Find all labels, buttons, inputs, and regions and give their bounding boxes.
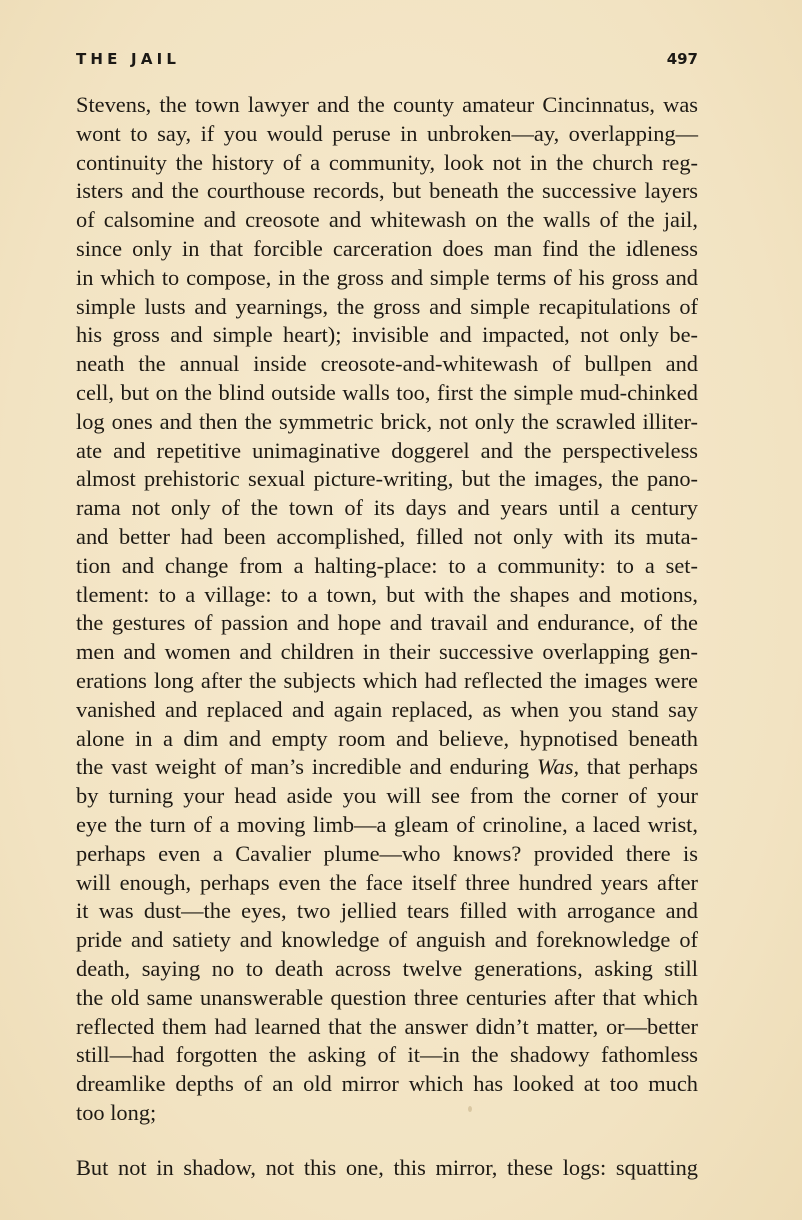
- text-line: vanished and replaced and again replaced, as when you stand say: [76, 696, 698, 722]
- running-head: [76, 50, 698, 72]
- running-head-title: THE JAIL: [76, 50, 181, 68]
- text-span: that perhaps: [579, 754, 699, 780]
- text-line: Stevens, the town lawyer and the county amateur Cincinnatus, was: [76, 92, 698, 117]
- text-line: ate and repetitive unimaginative doggerel and the perspectiveless: [76, 437, 698, 463]
- text-span: the vast weight of man’s incredible and enduring: [76, 754, 537, 780]
- paper-speck: [468, 1106, 472, 1112]
- italic-word: Was,: [536, 754, 580, 780]
- page-number: 497: [666, 50, 698, 68]
- text-line: of calsomine and creosote and whitewash on the walls of the jail,: [76, 207, 698, 233]
- text-line: pride and satiety and knowledge of anguish and foreknowledge of: [76, 927, 698, 953]
- text-line: the old same unanswerable question three centuries after that which: [76, 984, 698, 1010]
- paragraph: [76, 91, 698, 1128]
- text-line: But not in shadow, not this one, this mirror, these logs: squatting: [76, 1154, 698, 1180]
- text-line-with-italic: [76, 753, 698, 782]
- text-line: alone in a dim and empty room and believe, hypnotised beneath: [76, 725, 698, 751]
- text-line: perhaps even a Cavalier plume—who knows? provided there is: [76, 840, 698, 866]
- text-line: cell, but on the blind outside walls too, first the simple mud-chinked: [76, 379, 698, 405]
- text-line: eye the turn of a moving limb—a gleam of crinoline, a laced wrist,: [76, 811, 698, 837]
- text-line: since only in that forcible carceration does man find the idleness: [76, 235, 698, 261]
- text-line: and better had been accomplished, filled not only with its muta-: [76, 523, 698, 549]
- text-line: it was dust—the eyes, two jellied tears filled with arrogance and: [76, 898, 698, 924]
- text-line: too long;: [76, 1099, 157, 1125]
- text-line: wont to say, if you would peruse in unbroken—ay, overlapping—: [76, 120, 698, 146]
- paragraph-break: [76, 1128, 698, 1154]
- text-line: tlement: to a village: to a town, but with the shapes and motions,: [76, 581, 698, 607]
- text-line: by turning your head aside you will see from the corner of your: [76, 783, 698, 809]
- text-line: almost prehistoric sexual picture-writing, but the images, the pano-: [76, 466, 698, 492]
- text-line: simple lusts and yearnings, the gross and simple recapitulations of: [76, 293, 698, 319]
- text-line: tion and change from a halting-place: to a community: to a set-: [76, 552, 698, 578]
- body-text: [76, 91, 698, 1182]
- text-line: isters and the courthouse records, but beneath the successive layers: [76, 178, 698, 204]
- text-line: continuity the history of a community, look not in the church reg-: [76, 149, 698, 175]
- text-line: men and women and children in their successive overlapping gen-: [76, 639, 698, 665]
- text-line: neath the annual inside creosote-and-whitewash of bullpen and: [76, 351, 698, 377]
- text-line: dreamlike depths of an old mirror which has looked at too much: [76, 1071, 698, 1097]
- text-line: the gestures of passion and hope and travail and endurance, of the: [76, 610, 698, 636]
- text-line: in which to compose, in the gross and simple terms of his gross and: [76, 264, 698, 290]
- text-line: rama not only of the town of its days and years until a century: [76, 495, 698, 521]
- text-line: death, saying no to death across twelve generations, asking still: [76, 955, 698, 981]
- text-line: log ones and then the symmetric brick, not only the scrawled illiter-: [76, 408, 698, 434]
- text-line: reflected them had learned that the answer didn’t matter, or—better: [76, 1013, 698, 1039]
- text-line: erations long after the subjects which had reflected the images were: [76, 667, 698, 693]
- text-line: will enough, perhaps even the face itself three hundred years after: [76, 869, 698, 895]
- text-line: still—had forgotten the asking of it—in the shadowy fathomless: [76, 1042, 698, 1068]
- paragraph: [76, 1154, 698, 1183]
- text-line: his gross and simple heart); invisible and impacted, not only be-: [76, 322, 698, 348]
